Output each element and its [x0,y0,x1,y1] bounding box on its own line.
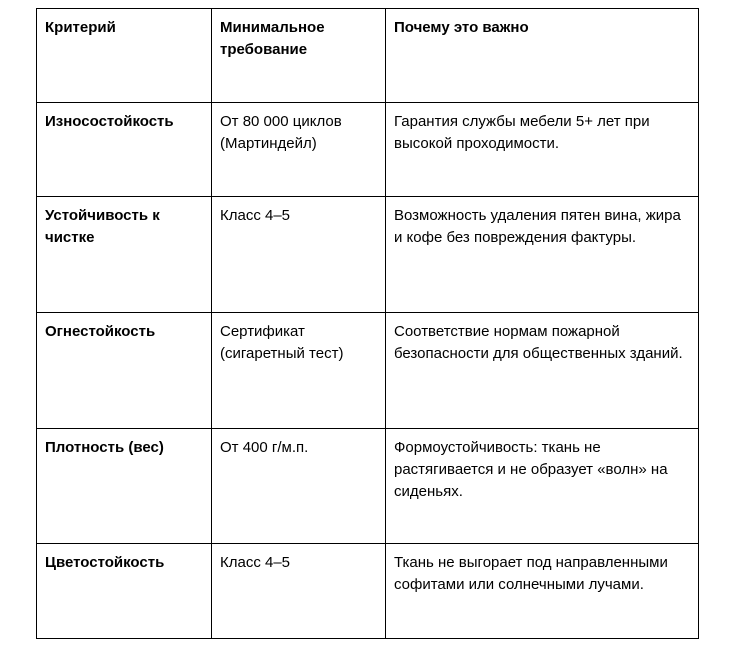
requirement-cell: Класс 4–5 [212,197,386,313]
criterion-cell: Устойчивость к чистке [37,197,212,313]
table-row [37,197,699,313]
requirement-cell: От 80 000 циклов (Мартиндейл) [212,103,386,197]
reason-cell: Соответствие нормам пожарной безопасности для общественных зданий. [386,313,699,429]
header-reason: Почему это важно [386,9,699,103]
requirements-table [36,8,699,639]
criterion-cell: Плотность (вес) [37,429,212,544]
criterion-cell: Огнестойкость [37,313,212,429]
reason-cell: Ткань не выгорает под направленными софитами или солнечными лучами. [386,544,699,639]
header-requirement: Минимальное требование [212,9,386,103]
reason-cell: Формоустойчивость: ткань не растягивается и не образует «волн» на сиденьях. [386,429,699,544]
requirement-cell: Класс 4–5 [212,544,386,639]
table-row [37,544,699,639]
criterion-cell: Цветостойкость [37,544,212,639]
reason-cell: Возможность удаления пятен вина, жира и кофе без повреждения фактуры. [386,197,699,313]
table-row [37,313,699,429]
requirement-cell: Сертификат (сигаретный тест) [212,313,386,429]
reason-cell: Гарантия службы мебели 5+ лет при высокой проходимости. [386,103,699,197]
header-criterion: Критерий [37,9,212,103]
table-header-row [37,9,699,103]
requirement-cell: От 400 г/м.п. [212,429,386,544]
criterion-cell: Износостойкость [37,103,212,197]
table-row [37,429,699,544]
table-row [37,103,699,197]
